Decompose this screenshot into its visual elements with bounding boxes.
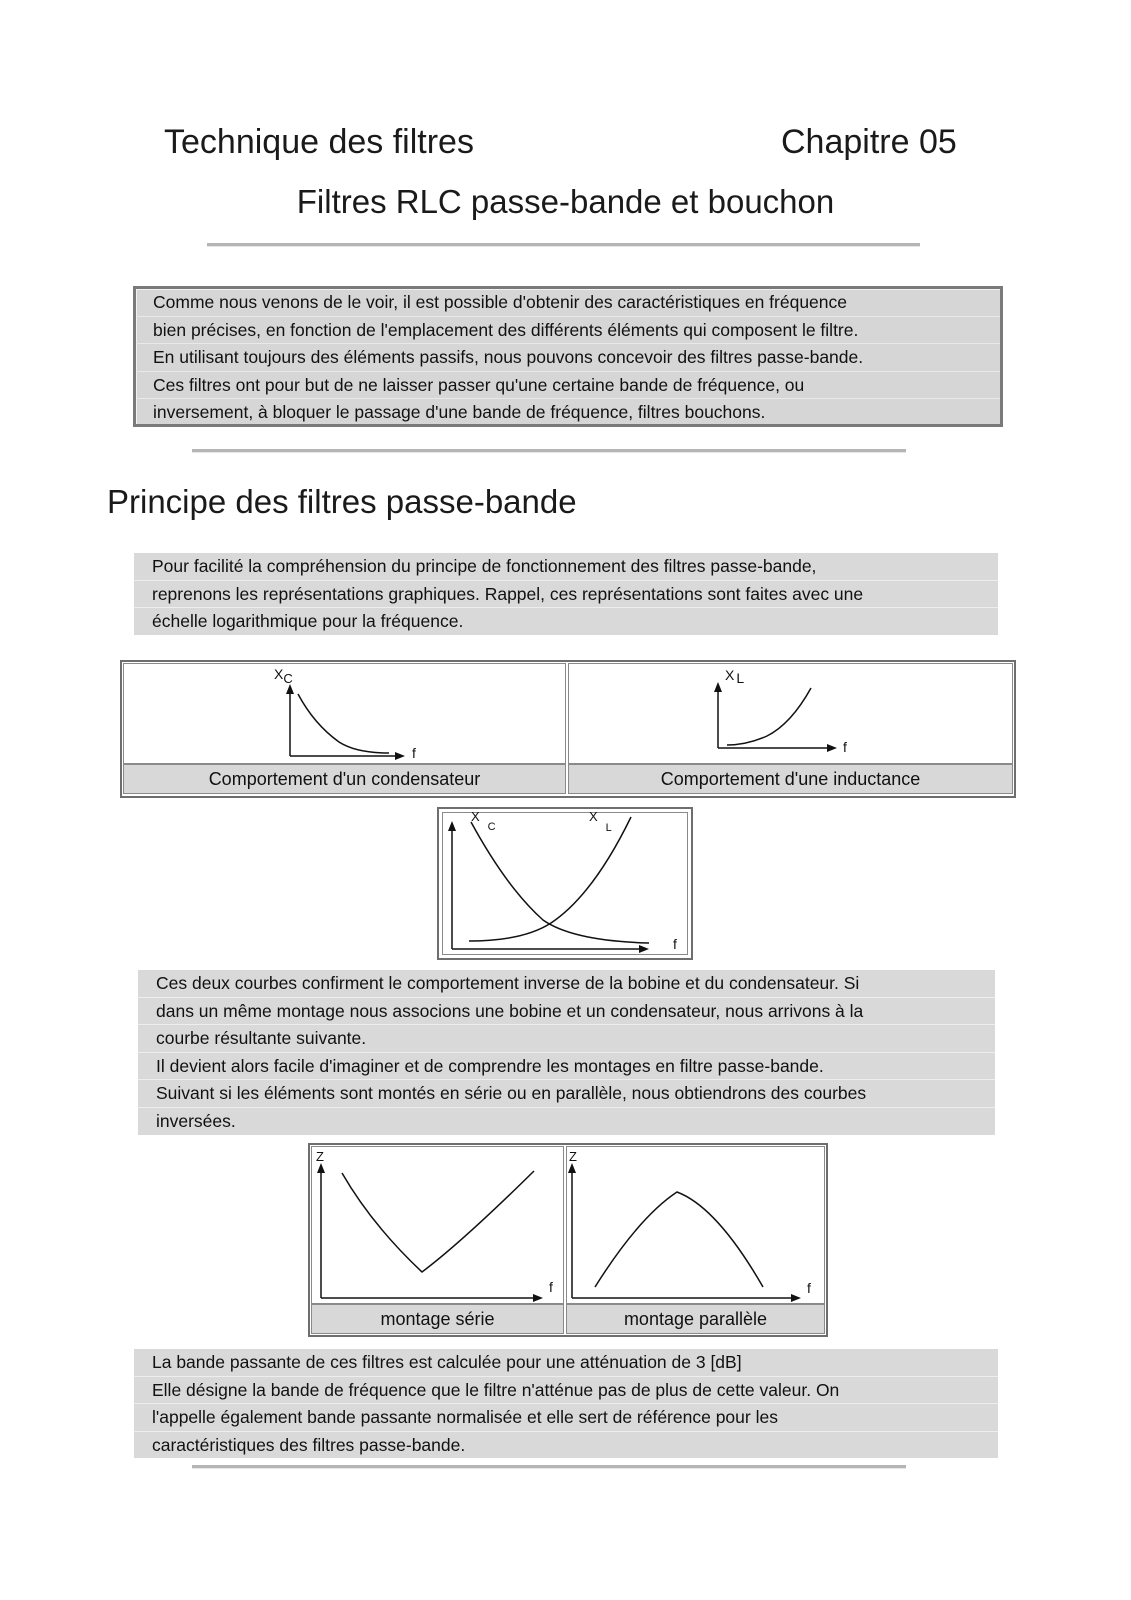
paragraph-line: La bande passante de ces filtres est calculée pour une atténuation de 3 [dB] xyxy=(134,1349,998,1377)
inductor-caption: Comportement d'une inductance xyxy=(568,764,1013,794)
paragraph-line: Il devient alors facile d'imaginer et de comprendre les montages en filtre passe-bande. xyxy=(138,1053,995,1081)
paragraph-bandwidth xyxy=(134,1349,998,1458)
combined-x-axis-label: f xyxy=(673,936,677,952)
bottom-divider xyxy=(192,1465,906,1469)
inductor-reactance-plot xyxy=(569,664,1012,763)
inductor-plot-cell xyxy=(568,663,1013,764)
capacitor-caption: Comportement d'un condensateur xyxy=(123,764,566,794)
parallel-caption: montage parallèle xyxy=(566,1304,825,1334)
series-plot-cell xyxy=(311,1146,564,1304)
parallel-plot-cell xyxy=(566,1146,825,1304)
paragraph-line: caractéristiques des filtres passe-bande. xyxy=(152,1434,466,1455)
paragraph-line: dans un même montage nous associons une bobine et un condensateur, nous arrivons à la xyxy=(138,998,995,1026)
intro-divider xyxy=(192,449,906,453)
combined-xc-label: $X_C$ xyxy=(471,809,496,833)
paragraph-line: Ces deux courbes confirment le comportement inverse de la bobine et du condensateur. Si xyxy=(138,970,995,998)
parallel-x-axis-label: f xyxy=(807,1280,811,1296)
paragraph-line: échelle logarithmique pour la fréquence. xyxy=(152,611,464,632)
combined-plot-cell xyxy=(442,809,688,955)
page-subtitle: Filtres RLC passe-bande et bouchon xyxy=(296,183,835,220)
paragraph-line: Elle désigne la bande de fréquence que le filtre n'atténue pas de plus de cette valeur. On xyxy=(134,1377,998,1405)
intro-line: inversement, à bloquer le passage d'une bande de fréquence, filtres bouchons. xyxy=(153,402,766,423)
parallel-y-axis-label: Z xyxy=(569,1149,577,1164)
subtitle-divider xyxy=(207,243,920,247)
capacitor-x-axis-label: f xyxy=(412,745,416,761)
paragraph-principle xyxy=(134,553,998,635)
impedance-figure-table xyxy=(308,1143,828,1337)
capacitor-plot-cell xyxy=(123,663,566,764)
document-header-title: Technique des filtres xyxy=(164,123,474,161)
intro-box xyxy=(133,286,1003,427)
series-x-axis-label: f xyxy=(549,1279,553,1295)
series-caption: montage série xyxy=(311,1304,564,1334)
parallel-impedance-plot xyxy=(567,1147,824,1303)
capacitor-reactance-plot xyxy=(124,664,565,763)
capacitor-y-axis-label: XC xyxy=(274,666,293,686)
combined-reactance-figure xyxy=(437,807,693,960)
paragraph-line: l'appelle également bande passante normalisée et elle sert de référence pour les xyxy=(134,1404,998,1432)
paragraph-line: courbe résultante suivante. xyxy=(138,1025,995,1053)
intro-line: bien précises, en fonction de l'emplacement des différents éléments qui composent le filtre. xyxy=(136,317,1000,345)
series-y-axis-label: Z xyxy=(316,1149,324,1164)
paragraph-line: Pour facilité la compréhension du principe de fonctionnement des filtres passe-bande, xyxy=(134,553,998,581)
section-title: Principe des filtres passe-bande xyxy=(107,483,577,520)
intro-line: Comme nous venons de le voir, il est possible d'obtenir des caractéristiques en fréquence xyxy=(136,289,1000,317)
paragraph-line: Suivant si les éléments sont montés en série ou en parallèle, nous obtiendrons des courbes xyxy=(138,1080,995,1108)
combined-reactance-plot xyxy=(443,809,687,954)
intro-line: Ces filtres ont pour but de ne laisser passer qu'une certaine bande de fréquence, ou xyxy=(136,372,1000,400)
intro-line: En utilisant toujours des éléments passifs, nous pouvons concevoir des filtres passe-bande. xyxy=(136,344,1000,372)
chapter-number: Chapitre 05 xyxy=(781,123,957,161)
combined-xl-label: $X_L$ xyxy=(589,809,612,834)
paragraph-line: inversées. xyxy=(156,1110,236,1131)
series-impedance-plot xyxy=(312,1147,563,1303)
inductor-x-axis-label: f xyxy=(843,739,847,755)
paragraph-line: reprenons les représentations graphiques. Rappel, ces représentations sont faites avec une xyxy=(134,581,998,609)
reactance-figure-table xyxy=(120,660,1016,798)
inductor-y-axis-label: X L xyxy=(725,667,745,686)
paragraph-combined-curves xyxy=(138,970,995,1135)
